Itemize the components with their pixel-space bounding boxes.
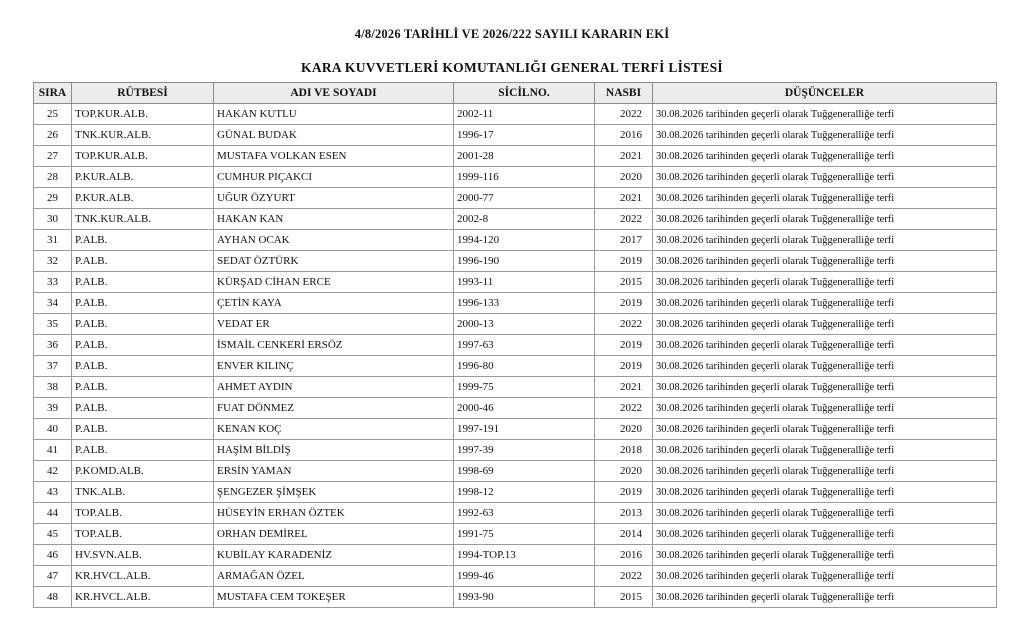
- cell-sira: 28: [34, 167, 72, 188]
- cell-nasbi: 2020: [595, 167, 653, 188]
- table-row: [34, 335, 997, 356]
- column-header-dusunceler: DÜŞÜNCELER: [653, 83, 997, 104]
- cell-sira: 42: [34, 461, 72, 482]
- cell-rutbe: TOP.ALB.: [72, 524, 214, 545]
- cell-sicil-no: 1999-116: [454, 167, 595, 188]
- cell-sira: 41: [34, 440, 72, 461]
- promotion-table: [33, 82, 997, 608]
- cell-dusunceler: 30.08.2026 tarihinden geçerli olarak Tuğgeneralliğe terfi: [653, 188, 997, 209]
- cell-sicil-no: 1998-69: [454, 461, 595, 482]
- cell-sicil-no: 2000-46: [454, 398, 595, 419]
- table-row: [34, 314, 997, 335]
- cell-rutbe: P.KOMD.ALB.: [72, 461, 214, 482]
- cell-dusunceler: 30.08.2026 tarihinden geçerli olarak Tuğgeneralliğe terfi: [653, 440, 997, 461]
- cell-ad-soyad: ENVER KILINÇ: [214, 356, 454, 377]
- cell-ad-soyad: HAKAN KAN: [214, 209, 454, 230]
- cell-rutbe: TNK.KUR.ALB.: [72, 125, 214, 146]
- table-row: [34, 587, 997, 608]
- cell-sicil-no: 1991-75: [454, 524, 595, 545]
- cell-ad-soyad: MUSTAFA CEM TOKEŞER: [214, 587, 454, 608]
- cell-dusunceler: 30.08.2026 tarihinden geçerli olarak Tuğgeneralliğe terfi: [653, 377, 997, 398]
- cell-sira: 29: [34, 188, 72, 209]
- cell-dusunceler: 30.08.2026 tarihinden geçerli olarak Tuğgeneralliğe terfi: [653, 503, 997, 524]
- cell-ad-soyad: KÜRŞAD CİHAN ERCE: [214, 272, 454, 293]
- table-row: [34, 524, 997, 545]
- table-row: [34, 251, 997, 272]
- table-header: [34, 83, 997, 104]
- cell-sicil-no: 1999-75: [454, 377, 595, 398]
- table-row: [34, 440, 997, 461]
- cell-rutbe: P.KUR.ALB.: [72, 188, 214, 209]
- cell-dusunceler: 30.08.2026 tarihinden geçerli olarak Tuğgeneralliğe terfi: [653, 167, 997, 188]
- table-row: [34, 566, 997, 587]
- cell-rutbe: P.ALB.: [72, 251, 214, 272]
- cell-sira: 45: [34, 524, 72, 545]
- cell-ad-soyad: VEDAT ER: [214, 314, 454, 335]
- cell-ad-soyad: KUBİLAY KARADENİZ: [214, 545, 454, 566]
- cell-rutbe: TOP.ALB.: [72, 503, 214, 524]
- decision-annex-heading: 4/8/2026 TARİHLİ VE 2026/222 SAYILI KARARIN EKİ: [354, 27, 670, 41]
- cell-rutbe: P.KUR.ALB.: [72, 167, 214, 188]
- cell-nasbi: 2022: [595, 314, 653, 335]
- cell-rutbe: P.ALB.: [72, 398, 214, 419]
- cell-sira: 32: [34, 251, 72, 272]
- cell-dusunceler: 30.08.2026 tarihinden geçerli olarak Tuğgeneralliğe terfi: [653, 314, 997, 335]
- cell-sira: 26: [34, 125, 72, 146]
- cell-ad-soyad: AYHAN OCAK: [214, 230, 454, 251]
- column-header-nasbi: NASBI: [595, 83, 653, 104]
- table-row: [34, 104, 997, 125]
- cell-nasbi: 2018: [595, 440, 653, 461]
- cell-ad-soyad: ÇETİN KAYA: [214, 293, 454, 314]
- cell-nasbi: 2015: [595, 272, 653, 293]
- cell-sira: 39: [34, 398, 72, 419]
- cell-ad-soyad: AHMET AYDIN: [214, 377, 454, 398]
- cell-sicil-no: 1996-80: [454, 356, 595, 377]
- cell-rutbe: TOP.KUR.ALB.: [72, 104, 214, 125]
- cell-ad-soyad: İSMAİL CENKERİ ERSÖZ: [214, 335, 454, 356]
- cell-nasbi: 2015: [595, 587, 653, 608]
- cell-dusunceler: 30.08.2026 tarihinden geçerli olarak Tuğgeneralliğe terfi: [653, 356, 997, 377]
- cell-rutbe: P.ALB.: [72, 230, 214, 251]
- cell-dusunceler: 30.08.2026 tarihinden geçerli olarak Tuğgeneralliğe terfi: [653, 272, 997, 293]
- cell-rutbe: P.ALB.: [72, 356, 214, 377]
- table-row: [34, 146, 997, 167]
- cell-dusunceler: 30.08.2026 tarihinden geçerli olarak Tuğgeneralliğe terfi: [653, 125, 997, 146]
- cell-rutbe: HV.SVN.ALB.: [72, 545, 214, 566]
- cell-ad-soyad: HAŞİM BİLDİŞ: [214, 440, 454, 461]
- table-row: [34, 188, 997, 209]
- cell-sira: 44: [34, 503, 72, 524]
- cell-ad-soyad: ORHAN DEMİREL: [214, 524, 454, 545]
- cell-sicil-no: 1996-17: [454, 125, 595, 146]
- cell-sicil-no: 1997-191: [454, 419, 595, 440]
- table-row: [34, 209, 997, 230]
- cell-sira: 38: [34, 377, 72, 398]
- cell-dusunceler: 30.08.2026 tarihinden geçerli olarak Tuğgeneralliğe terfi: [653, 461, 997, 482]
- cell-ad-soyad: ARMAĞAN ÖZEL: [214, 566, 454, 587]
- column-header-sira: SIRA: [34, 83, 72, 104]
- table-row: [34, 293, 997, 314]
- cell-nasbi: 2021: [595, 146, 653, 167]
- cell-rutbe: P.ALB.: [72, 272, 214, 293]
- cell-ad-soyad: HÜSEYİN ERHAN ÖZTEK: [214, 503, 454, 524]
- cell-dusunceler: 30.08.2026 tarihinden geçerli olarak Tuğgeneralliğe terfi: [653, 146, 997, 167]
- cell-rutbe: P.ALB.: [72, 419, 214, 440]
- cell-rutbe: P.ALB.: [72, 293, 214, 314]
- cell-sira: 37: [34, 356, 72, 377]
- header-row: [34, 83, 997, 104]
- cell-nasbi: 2020: [595, 461, 653, 482]
- cell-rutbe: TNK.KUR.ALB.: [72, 209, 214, 230]
- cell-sicil-no: 1992-63: [454, 503, 595, 524]
- cell-nasbi: 2022: [595, 209, 653, 230]
- cell-ad-soyad: ERSİN YAMAN: [214, 461, 454, 482]
- cell-sicil-no: 2001-28: [454, 146, 595, 167]
- cell-dusunceler: 30.08.2026 tarihinden geçerli olarak Tuğgeneralliğe terfi: [653, 482, 997, 503]
- cell-sicil-no: 2000-77: [454, 188, 595, 209]
- cell-ad-soyad: GÜNAL BUDAK: [214, 125, 454, 146]
- cell-rutbe: TOP.KUR.ALB.: [72, 146, 214, 167]
- cell-nasbi: 2022: [595, 104, 653, 125]
- cell-sira: 30: [34, 209, 72, 230]
- cell-ad-soyad: SEDAT ÖZTÜRK: [214, 251, 454, 272]
- cell-sira: 40: [34, 419, 72, 440]
- cell-rutbe: KR.HVCL.ALB.: [72, 566, 214, 587]
- cell-sicil-no: 2002-11: [454, 104, 595, 125]
- cell-sicil-no: 1993-90: [454, 587, 595, 608]
- cell-dusunceler: 30.08.2026 tarihinden geçerli olarak Tuğgeneralliğe terfi: [653, 398, 997, 419]
- column-header-ad-soyad: ADI VE SOYADI: [214, 83, 454, 104]
- cell-sicil-no: 1997-39: [454, 440, 595, 461]
- cell-dusunceler: 30.08.2026 tarihinden geçerli olarak Tuğgeneralliğe terfi: [653, 230, 997, 251]
- table-row: [34, 272, 997, 293]
- column-header-rutbe: RÜTBESİ: [72, 83, 214, 104]
- cell-sicil-no: 1994-TOP.13: [454, 545, 595, 566]
- cell-sira: 43: [34, 482, 72, 503]
- cell-rutbe: TNK.ALB.: [72, 482, 214, 503]
- table-row: [34, 230, 997, 251]
- cell-sira: 27: [34, 146, 72, 167]
- table-row: [34, 356, 997, 377]
- cell-sira: 46: [34, 545, 72, 566]
- cell-sira: 48: [34, 587, 72, 608]
- cell-dusunceler: 30.08.2026 tarihinden geçerli olarak Tuğgeneralliğe terfi: [653, 335, 997, 356]
- cell-dusunceler: 30.08.2026 tarihinden geçerli olarak Tuğgeneralliğe terfi: [653, 209, 997, 230]
- table-row: [34, 419, 997, 440]
- cell-ad-soyad: CUMHUR PIÇAKCI: [214, 167, 454, 188]
- cell-ad-soyad: HAKAN KUTLU: [214, 104, 454, 125]
- cell-sicil-no: 2000-13: [454, 314, 595, 335]
- cell-nasbi: 2019: [595, 251, 653, 272]
- cell-sicil-no: 1993-11: [454, 272, 595, 293]
- cell-sira: 33: [34, 272, 72, 293]
- cell-sira: 34: [34, 293, 72, 314]
- cell-sicil-no: 1994-120: [454, 230, 595, 251]
- cell-dusunceler: 30.08.2026 tarihinden geçerli olarak Tuğgeneralliğe terfi: [653, 524, 997, 545]
- cell-nasbi: 2022: [595, 398, 653, 419]
- cell-sicil-no: 1999-46: [454, 566, 595, 587]
- cell-nasbi: 2020: [595, 419, 653, 440]
- cell-nasbi: 2021: [595, 377, 653, 398]
- cell-sira: 47: [34, 566, 72, 587]
- table-row: [34, 167, 997, 188]
- cell-nasbi: 2017: [595, 230, 653, 251]
- cell-nasbi: 2019: [595, 293, 653, 314]
- table-body: [34, 104, 997, 608]
- promotion-list-title: KARA KUVVETLERİ KOMUTANLIĞI GENERAL TERFİ LİSTESİ: [301, 60, 723, 75]
- cell-ad-soyad: UĞUR ÖZYURT: [214, 188, 454, 209]
- cell-dusunceler: 30.08.2026 tarihinden geçerli olarak Tuğgeneralliğe terfi: [653, 587, 997, 608]
- cell-nasbi: 2013: [595, 503, 653, 524]
- cell-sicil-no: 2002-8: [454, 209, 595, 230]
- cell-nasbi: 2021: [595, 188, 653, 209]
- cell-dusunceler: 30.08.2026 tarihinden geçerli olarak Tuğgeneralliğe terfi: [653, 104, 997, 125]
- cell-dusunceler: 30.08.2026 tarihinden geçerli olarak Tuğgeneralliğe terfi: [653, 566, 997, 587]
- cell-sira: 35: [34, 314, 72, 335]
- cell-sira: 25: [34, 104, 72, 125]
- cell-nasbi: 2019: [595, 482, 653, 503]
- cell-sira: 36: [34, 335, 72, 356]
- cell-dusunceler: 30.08.2026 tarihinden geçerli olarak Tuğgeneralliğe terfi: [653, 545, 997, 566]
- cell-dusunceler: 30.08.2026 tarihinden geçerli olarak Tuğgeneralliğe terfi: [653, 251, 997, 272]
- cell-ad-soyad: FUAT DÖNMEZ: [214, 398, 454, 419]
- cell-nasbi: 2016: [595, 125, 653, 146]
- cell-nasbi: 2014: [595, 524, 653, 545]
- cell-rutbe: P.ALB.: [72, 377, 214, 398]
- cell-rutbe: P.ALB.: [72, 335, 214, 356]
- table-row: [34, 377, 997, 398]
- cell-sicil-no: 1998-12: [454, 482, 595, 503]
- cell-ad-soyad: KENAN KOÇ: [214, 419, 454, 440]
- cell-nasbi: 2022: [595, 566, 653, 587]
- table-row: [34, 125, 997, 146]
- table-row: [34, 461, 997, 482]
- cell-rutbe: P.ALB.: [72, 440, 214, 461]
- cell-rutbe: KR.HVCL.ALB.: [72, 587, 214, 608]
- column-header-sicil-no: SİCİLNO.: [454, 83, 595, 104]
- table-row: [34, 482, 997, 503]
- cell-sira: 31: [34, 230, 72, 251]
- cell-dusunceler: 30.08.2026 tarihinden geçerli olarak Tuğgeneralliğe terfi: [653, 293, 997, 314]
- cell-sicil-no: 1997-63: [454, 335, 595, 356]
- table-row: [34, 398, 997, 419]
- cell-nasbi: 2019: [595, 356, 653, 377]
- table-row: [34, 503, 997, 524]
- cell-sicil-no: 1996-190: [454, 251, 595, 272]
- cell-dusunceler: 30.08.2026 tarihinden geçerli olarak Tuğgeneralliğe terfi: [653, 419, 997, 440]
- cell-sicil-no: 1996-133: [454, 293, 595, 314]
- cell-nasbi: 2019: [595, 335, 653, 356]
- table-row: [34, 545, 997, 566]
- cell-rutbe: P.ALB.: [72, 314, 214, 335]
- cell-ad-soyad: MUSTAFA VOLKAN ESEN: [214, 146, 454, 167]
- cell-nasbi: 2016: [595, 545, 653, 566]
- cell-ad-soyad: ŞENGEZER ŞİMŞEK: [214, 482, 454, 503]
